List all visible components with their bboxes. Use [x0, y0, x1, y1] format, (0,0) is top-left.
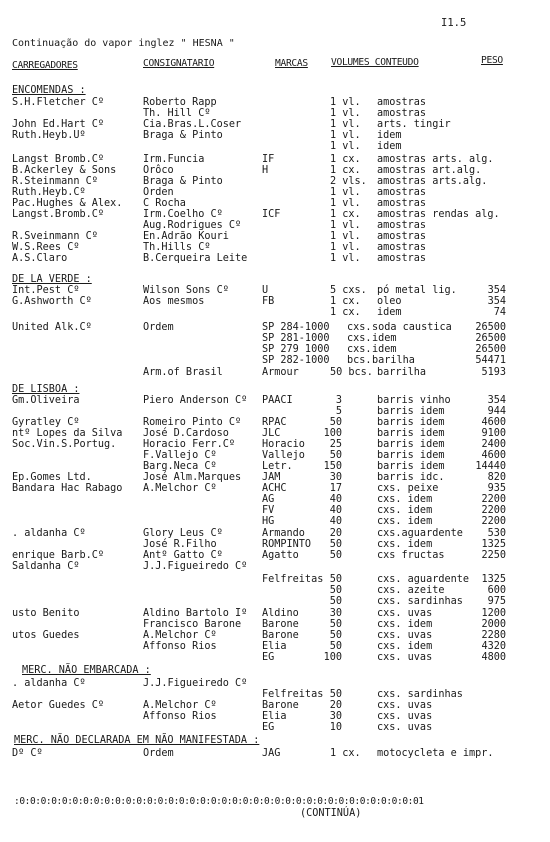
- conteudo-cell: soda caustica: [372, 322, 452, 333]
- consignatario-cell: B.Cerqueira Leite: [143, 253, 248, 264]
- volume-cell: 1 cx.: [330, 748, 361, 759]
- peso-cell: 2000: [481, 619, 506, 630]
- conteudo-cell: cxs. uvas: [377, 711, 433, 722]
- volume-cell: 50: [329, 450, 342, 461]
- peso-cell: 600: [487, 585, 506, 596]
- marca-cell: Aldino: [262, 608, 299, 619]
- marca-cell: Armour: [262, 367, 299, 378]
- volume-cell: 10: [329, 722, 342, 733]
- section-lisboa: DE LISBOA :: [12, 384, 80, 395]
- peso-cell: 820: [487, 472, 506, 483]
- peso-cell: 14440: [475, 461, 506, 472]
- peso-cell: 1325: [481, 574, 506, 585]
- volume-cell: 1 vl.: [330, 187, 361, 198]
- volume-cell: 1 vl.: [330, 130, 361, 141]
- volume-cell: 50: [329, 550, 342, 561]
- consignatario-cell: Cia.Bras.L.Coser: [143, 119, 242, 130]
- consignatario-cell: Aos mesmos: [143, 296, 205, 307]
- header-volumes: VOLUMES CONTEUDO: [331, 57, 419, 68]
- carregador-cell: utos Guedes: [12, 630, 80, 641]
- conteudo-cell: barris idem: [377, 417, 445, 428]
- volume-cell: 1 vl.: [330, 253, 361, 264]
- consignatario-cell: J.J.Figueiredo Cº: [143, 678, 248, 689]
- peso-cell: 4600: [481, 417, 506, 428]
- marca-cell: SP 284-1000: [262, 322, 330, 333]
- volume-cell: 40: [329, 516, 342, 527]
- conteudo-cell: cxs. sardinhas: [377, 689, 463, 700]
- carregador-cell: Dº Cº: [12, 748, 43, 759]
- carregador-cell: Langst.Bromb.Cº: [12, 209, 105, 220]
- carregador-cell: Bandara Hac Rabago: [12, 483, 123, 494]
- marca-cell: ACHC: [262, 483, 287, 494]
- peso-cell: 2400: [481, 439, 506, 450]
- volume-cell: 5 cxs.: [330, 285, 367, 296]
- peso-cell: 354: [487, 296, 506, 307]
- conteudo-cell: cxs. uvas: [377, 722, 433, 733]
- consignatario-cell: Francisco Barone: [143, 619, 242, 630]
- peso-cell: 26500: [475, 333, 506, 344]
- peso-cell: 2250: [481, 550, 506, 561]
- section-encomendas: ENCOMENDAS :: [12, 85, 86, 96]
- conteudo-cell: barris idem: [377, 406, 445, 417]
- conteudo-cell: idem: [372, 333, 397, 344]
- separator-line: :0:0:0:0:0:0:0:0:0:0:0:0:0:0:0:0:0:0:0:0:0:0:0:0:0:0:0:0:0:0:0:0:0:0:0:0:0:01: [14, 796, 424, 807]
- marca-cell: AG: [262, 494, 275, 505]
- volume-cell: 150: [323, 461, 342, 472]
- carregador-cell: United Alk.Cº: [12, 322, 92, 333]
- volume-cell: 50: [329, 619, 342, 630]
- consignatario-cell: Antº Gatto Cº: [143, 550, 223, 561]
- carregador-cell: Saldanha Cº: [12, 561, 80, 572]
- peso-cell: 975: [487, 596, 506, 607]
- marca-cell: H: [262, 165, 269, 176]
- marca-cell: ICF: [262, 209, 281, 220]
- volume-cell: 40: [329, 505, 342, 516]
- marca-cell: EG: [262, 652, 275, 663]
- conteudo-cell: amostras arts.alg.: [377, 176, 488, 187]
- volume-cell: 30: [329, 472, 342, 483]
- marca-cell: JAG: [262, 748, 281, 759]
- consignatario-cell: Affonso Rios: [143, 711, 217, 722]
- consignatario-cell: José D.Cardoso: [143, 428, 229, 439]
- conteudo-cell: pó metal lig.: [377, 285, 457, 296]
- volume-cell: cxs.: [347, 322, 372, 333]
- conteudo-cell: cxs. idem: [377, 494, 433, 505]
- consignatario-cell: Roberto Rapp: [143, 97, 217, 108]
- consignatario-cell: Aug.Rodrigues Cº: [143, 220, 242, 231]
- consignatario-cell: Orôco: [143, 165, 174, 176]
- header-marcas: MARCAS: [275, 58, 308, 69]
- consignatario-cell: Orden: [143, 187, 174, 198]
- volume-cell: 2 vls.: [330, 176, 367, 187]
- conteudo-cell: amostras rendas alg.: [377, 209, 500, 220]
- marca-cell: SP 282-1000: [262, 355, 330, 366]
- page-number: I1.5: [441, 17, 467, 29]
- peso-cell: 4320: [481, 641, 506, 652]
- peso-cell: 1325: [481, 539, 506, 550]
- volume-cell: 25: [329, 439, 342, 450]
- consignatario-cell: A.Melchor Cº: [143, 483, 217, 494]
- conteudo-cell: idem: [372, 344, 397, 355]
- volume-cell: 1 cx.: [330, 209, 361, 220]
- peso-cell: 2200: [481, 516, 506, 527]
- section-nao-embarcada: MERC. NÃO EMBARCADA :: [22, 665, 151, 676]
- conteudo-cell: barris idem: [377, 428, 445, 439]
- marca-cell: Elia: [262, 711, 287, 722]
- carregador-cell: R.Steinmann Cº: [12, 176, 98, 187]
- volume-cell: 1 vl.: [330, 198, 361, 209]
- header-consignatarios: CONSIGNATARIO: [143, 58, 215, 69]
- marca-cell: Vallejo: [262, 450, 305, 461]
- conteudo-cell: cxs. idem: [377, 505, 433, 516]
- marca-cell: JAM: [262, 472, 281, 483]
- conteudo-cell: motocycleta e impr.: [377, 748, 494, 759]
- consignatario-cell: Barg.Neca Cº: [143, 461, 217, 472]
- peso-cell: 530: [487, 528, 506, 539]
- volume-cell: 1 vl.: [330, 141, 361, 152]
- conteudo-cell: amostras: [377, 231, 427, 242]
- conteudo-cell: cxs fructas: [377, 550, 445, 561]
- conteudo-cell: cxs. uvas: [377, 652, 433, 663]
- carregador-cell: . aldanha Cº: [12, 678, 86, 689]
- volume-cell: 50: [329, 641, 342, 652]
- carregador-cell: Langst Bromb.Cº: [12, 154, 105, 165]
- marca-cell: Letr.: [262, 461, 293, 472]
- volume-cell: 50: [329, 417, 342, 428]
- conteudo-cell: cxs. idem: [377, 641, 433, 652]
- volume-cell: cxs.: [347, 344, 372, 355]
- volume-cell: 100: [323, 428, 342, 439]
- conteudo-cell: amostras: [377, 242, 427, 253]
- volume-cell: 1 cx.: [330, 165, 361, 176]
- peso-cell: 354: [487, 285, 506, 296]
- volume-cell: 1 vl.: [330, 231, 361, 242]
- carregador-cell: B.Ackerley & Sons: [12, 165, 117, 176]
- conteudo-cell: amostras: [377, 108, 427, 119]
- volume-cell: 30: [329, 608, 342, 619]
- consignatario-cell: José Alm.Marques: [143, 472, 242, 483]
- volume-cell: 17: [329, 483, 342, 494]
- section-nao-manifestada: MERC. NÃO DECLARADA EM NÃO MANIFESTADA :: [14, 735, 260, 746]
- carregador-cell: usto Benito: [12, 608, 80, 619]
- marca-cell: EG: [262, 722, 275, 733]
- carregador-cell: . aldanha Cº: [12, 528, 86, 539]
- marca-cell: Barone: [262, 630, 299, 641]
- consignatario-cell: Romeiro Pinto Cº: [143, 417, 242, 428]
- carregador-cell: ntº Lopes da Silva: [12, 428, 123, 439]
- carregador-cell: G.Ashworth Cº: [12, 296, 92, 307]
- peso-cell: 2200: [481, 505, 506, 516]
- conteudo-cell: amostras: [377, 97, 427, 108]
- peso-cell: 54471: [475, 355, 506, 366]
- marca-cell: PAACI: [262, 395, 293, 406]
- conteudo-cell: cxs. idem: [377, 619, 433, 630]
- conteudo-cell: barris idem: [377, 439, 445, 450]
- volume-cell: 1 cx.: [330, 296, 361, 307]
- carregador-cell: Gm.Oliveira: [12, 395, 80, 406]
- peso-cell: 9100: [481, 428, 506, 439]
- header-peso: PESO: [481, 55, 503, 66]
- marca-cell: SP 279 1000: [262, 344, 330, 355]
- header-carregadores: CARREGADORES: [12, 60, 78, 71]
- marca-cell: IF: [262, 154, 275, 165]
- conteudo-cell: amostras arts. alg.: [377, 154, 494, 165]
- volume-cell: 50: [329, 596, 342, 607]
- carregador-cell: Gyratley Cº: [12, 417, 80, 428]
- marca-cell: FB: [262, 296, 275, 307]
- carregador-cell: Soc.Vin.S.Portug.: [12, 439, 117, 450]
- conteudo-cell: amostras art.alg.: [377, 165, 482, 176]
- consignatario-cell: Braga & Pinto: [143, 130, 223, 141]
- peso-cell: 74: [493, 307, 506, 318]
- marca-cell: Felfreitas: [262, 574, 324, 585]
- marca-cell: HG: [262, 516, 275, 527]
- consignatario-cell: Horacio Ferr.Cº: [143, 439, 236, 450]
- volume-cell: 1 cx.: [330, 307, 361, 318]
- volume-cell: 1 vl.: [330, 108, 361, 119]
- carregador-cell: A.S.Claro: [12, 253, 68, 264]
- volume-cell: bcs.: [347, 355, 372, 366]
- carregador-cell: W.S.Rees Cº: [12, 242, 80, 253]
- conteudo-cell: cxs. azeite: [377, 585, 445, 596]
- consignatario-cell: Aldino Bartolo Iº: [143, 608, 248, 619]
- consignatario-cell: A.Melchor Cº: [143, 700, 217, 711]
- volume-cell: 1 cx.: [330, 154, 361, 165]
- peso-cell: 2280: [481, 630, 506, 641]
- consignatario-cell: Irm.Coelho Cº: [143, 209, 223, 220]
- peso-cell: 1200: [481, 608, 506, 619]
- carregador-cell: Pac.Hughes & Alex.: [12, 198, 123, 209]
- marca-cell: RPAC: [262, 417, 287, 428]
- conteudo-cell: arts. tingir: [377, 119, 451, 130]
- conteudo-cell: cxs. peixe: [377, 483, 439, 494]
- carregador-cell: John Ed.Hart Cº: [12, 119, 105, 130]
- peso-cell: 944: [487, 406, 506, 417]
- conteudo-cell: barilha: [372, 355, 415, 366]
- volume-cell: 1 vl.: [330, 220, 361, 231]
- marca-cell: FV: [262, 505, 275, 516]
- volume-cell: 20: [329, 528, 342, 539]
- volume-cell: 5: [335, 406, 342, 417]
- volume-cell: 50: [329, 574, 342, 585]
- marca-cell: Elia: [262, 641, 287, 652]
- peso-cell: 2200: [481, 494, 506, 505]
- continua-label: (CONTINÚA): [300, 808, 362, 819]
- volume-cell: 20: [329, 700, 342, 711]
- carregador-cell: S.H.Fletcher Cº: [12, 97, 105, 108]
- conteudo-cell: amostras: [377, 198, 427, 209]
- marca-cell: ROMPINTO: [262, 539, 312, 550]
- marca-cell: Horacio: [262, 439, 305, 450]
- peso-cell: 4600: [481, 450, 506, 461]
- carregador-cell: Ruth.Heyb.Cº: [12, 187, 86, 198]
- consignatario-cell: José R.Filho: [143, 539, 217, 550]
- consignatario-cell: A.Melchor Cº: [143, 630, 217, 641]
- conteudo-cell: barrilha: [377, 367, 427, 378]
- carregador-cell: Aetor Guedes Cº: [12, 700, 105, 711]
- conteudo-cell: barris idem: [377, 450, 445, 461]
- conteudo-cell: cxs. aguardente: [377, 574, 470, 585]
- volume-cell: 50: [329, 630, 342, 641]
- carregador-cell: Ruth.Heyb.Uº: [12, 130, 86, 141]
- volume-cell: 1 vl.: [330, 97, 361, 108]
- peso-cell: 354: [487, 395, 506, 406]
- conteudo-cell: cxs. uvas: [377, 700, 433, 711]
- consignatario-cell: Affonso Rios: [143, 641, 217, 652]
- consignatario-cell: C Rocha: [143, 198, 186, 209]
- page-title: Continuação do vapor inglez " HESNA ": [12, 38, 235, 49]
- conteudo-cell: cxs. idem: [377, 516, 433, 527]
- conteudo-cell: cxs. uvas: [377, 630, 433, 641]
- conteudo-cell: cxs. sardinhas: [377, 596, 463, 607]
- volume-cell: 50 bcs.: [330, 367, 373, 378]
- peso-cell: 4800: [481, 652, 506, 663]
- conteudo-cell: barris idc.: [377, 472, 445, 483]
- volume-cell: 50: [329, 689, 342, 700]
- conteudo-cell: idem: [377, 141, 402, 152]
- conteudo-cell: cxs. idem: [377, 539, 433, 550]
- peso-cell: 26500: [475, 344, 506, 355]
- marca-cell: U: [262, 285, 269, 296]
- marca-cell: SP 281-1000: [262, 333, 330, 344]
- consignatario-cell: Ordem: [143, 322, 174, 333]
- volume-cell: 100: [323, 652, 342, 663]
- conteudo-cell: amostras: [377, 187, 427, 198]
- carregador-cell: enrique Barb.Cº: [12, 550, 105, 561]
- consignatario-cell: En.Adrão Kouri: [143, 231, 229, 242]
- peso-cell: 5193: [481, 367, 506, 378]
- conteudo-cell: amostras: [377, 220, 427, 231]
- marca-cell: Agatto: [262, 550, 299, 561]
- consignatario-cell: Arm.of Brasil: [143, 367, 223, 378]
- conteudo-cell: idem: [377, 130, 402, 141]
- carregador-cell: R.Sveinmann Cº: [12, 231, 98, 242]
- section-mulaventos: DE LA VERDE :: [12, 274, 92, 285]
- consignatario-cell: Th. Hill Cº: [143, 108, 211, 119]
- marca-cell: Barone: [262, 700, 299, 711]
- volume-cell: 30: [329, 711, 342, 722]
- conteudo-cell: barris idem: [377, 461, 445, 472]
- marca-cell: Armando: [262, 528, 305, 539]
- consignatario-cell: Th.Hills Cº: [143, 242, 211, 253]
- peso-cell: 26500: [475, 322, 506, 333]
- conteudo-cell: cxs.aguardente: [377, 528, 463, 539]
- consignatario-cell: Irm.Funcia: [143, 154, 205, 165]
- marca-cell: Barone: [262, 619, 299, 630]
- consignatario-cell: Wilson Sons Cº: [143, 285, 229, 296]
- volume-cell: 1 vl.: [330, 119, 361, 130]
- consignatario-cell: F.Vallejo Cº: [143, 450, 217, 461]
- consignatario-cell: Glory Leus Cº: [143, 528, 223, 539]
- volume-cell: 1 vl.: [330, 242, 361, 253]
- marca-cell: Felfreitas: [262, 689, 324, 700]
- consignatario-cell: J.J.Figueiredo Cº: [143, 561, 248, 572]
- conteudo-cell: barris vinho: [377, 395, 451, 406]
- consignatario-cell: Piero Anderson Cº: [143, 395, 248, 406]
- consignatario-cell: Braga & Pinto: [143, 176, 223, 187]
- consignatario-cell: Ordem: [143, 748, 174, 759]
- conteudo-cell: oleo: [377, 296, 402, 307]
- carregador-cell: Ep.Gomes Ltd.: [12, 472, 92, 483]
- volume-cell: 40: [329, 494, 342, 505]
- conteudo-cell: amostras: [377, 253, 427, 264]
- volume-cell: 50: [329, 539, 342, 550]
- carregador-cell: Int.Pest Cº: [12, 285, 80, 296]
- volume-cell: cxs.: [347, 333, 372, 344]
- volume-cell: 50: [329, 585, 342, 596]
- conteudo-cell: cxs. uvas: [377, 608, 433, 619]
- volume-cell: 3: [335, 395, 342, 406]
- conteudo-cell: idem: [377, 307, 402, 318]
- peso-cell: 935: [487, 483, 506, 494]
- marca-cell: JLC: [262, 428, 281, 439]
